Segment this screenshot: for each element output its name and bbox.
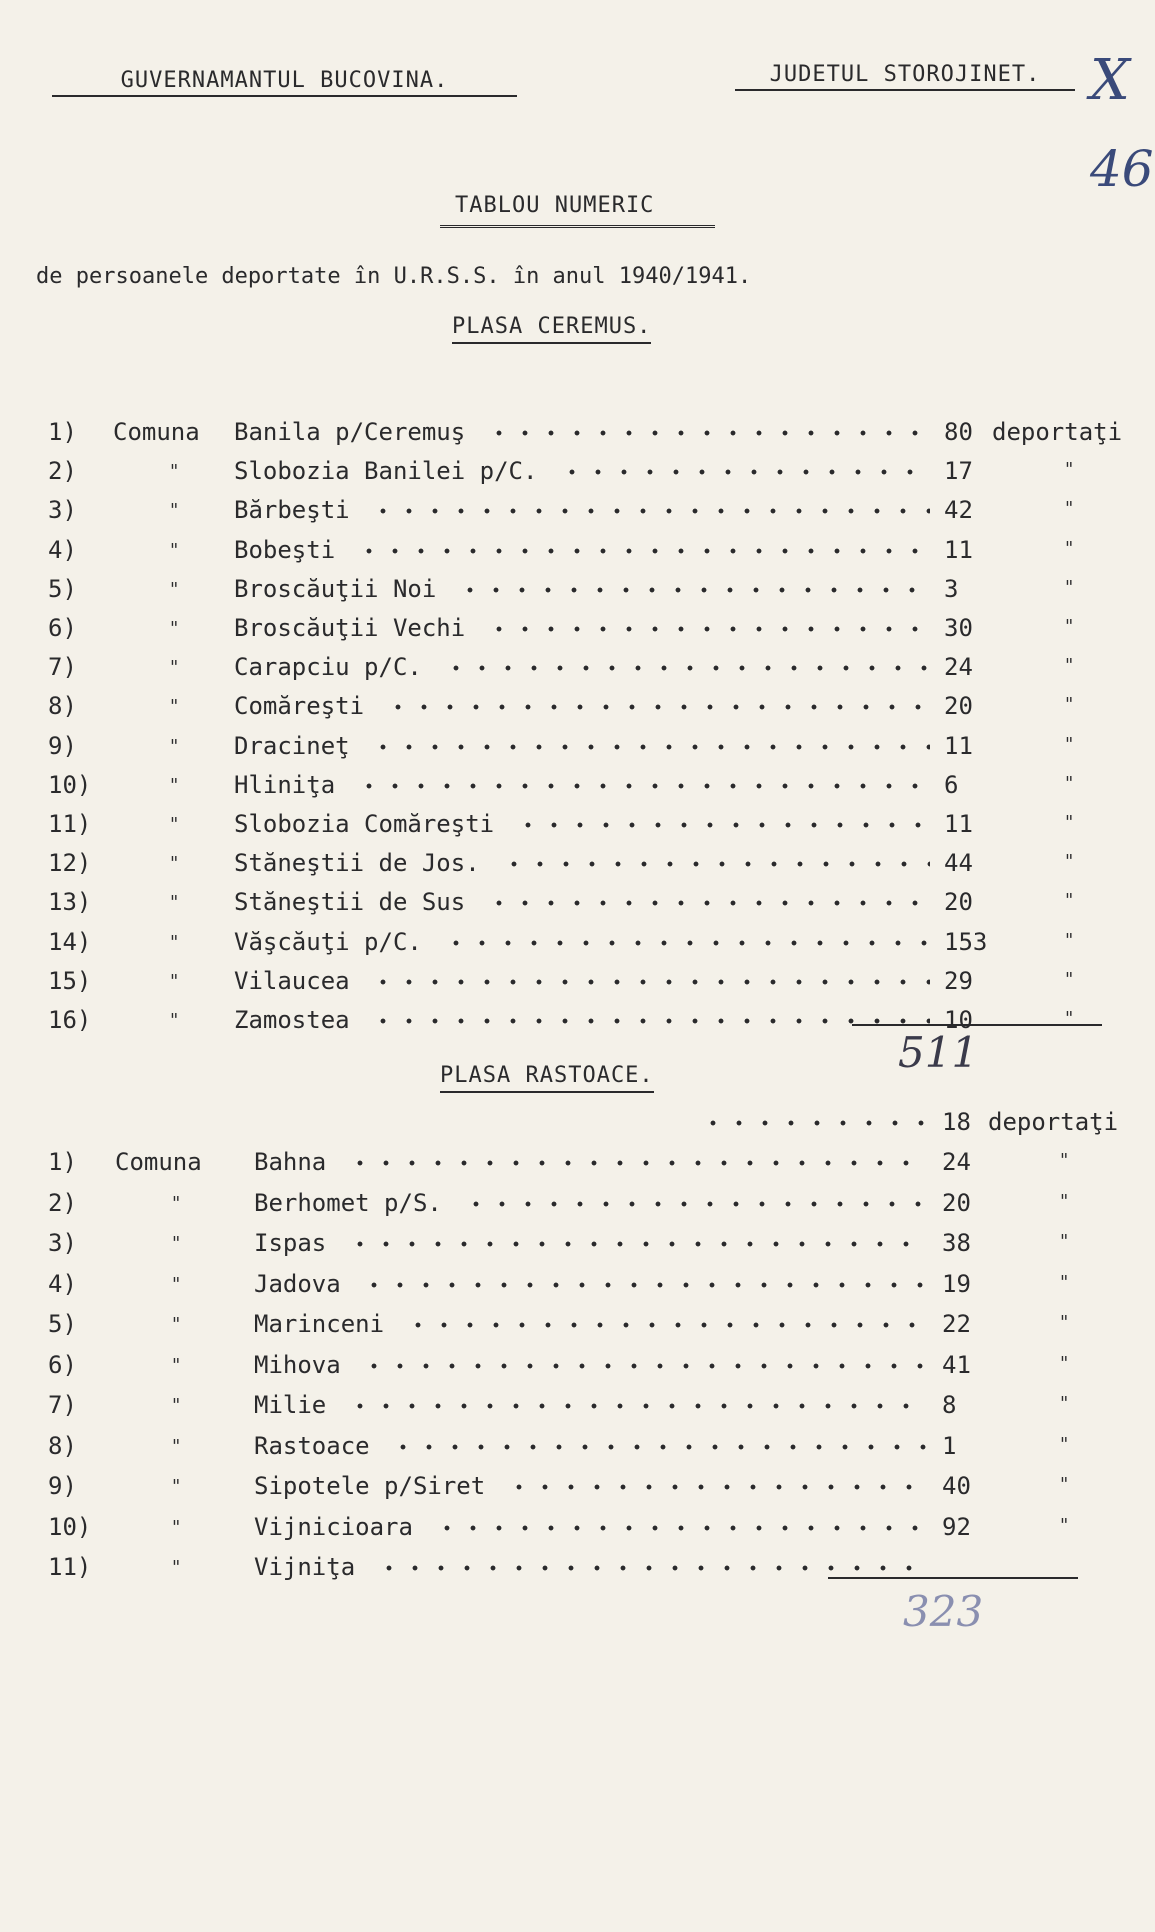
deported-count: 17 — [944, 457, 973, 486]
deported-count: 20 — [944, 692, 973, 721]
ditto-mark: " — [170, 696, 179, 718]
deported-count: 11 — [944, 810, 973, 838]
leader-dots — [506, 1484, 928, 1490]
deported-count: 20 — [944, 888, 973, 917]
ditto-mark: " — [170, 657, 179, 679]
row-number: 4) — [48, 1269, 77, 1298]
commune-name: Marinceni — [254, 1310, 385, 1338]
ditto-mark: " — [170, 578, 179, 600]
list-item — [0, 614, 1155, 648]
unit-ditto-mark: " — [1065, 616, 1074, 637]
deported-count: 11 — [944, 731, 973, 760]
leader-dots — [347, 1241, 929, 1247]
unit-ditto-mark: " — [1065, 968, 1074, 990]
commune-name: Stăneştii de Sus — [234, 888, 466, 917]
leader-dots — [700, 1120, 928, 1126]
list-item — [0, 888, 1155, 922]
leader-dots — [515, 822, 930, 828]
list-item — [0, 653, 1155, 687]
commune-name: Broscăuţii Noi — [234, 574, 437, 603]
deported-count: 3 — [944, 574, 959, 603]
row-number: 7) — [48, 653, 77, 682]
deported-count: 24 — [942, 1148, 971, 1176]
list-item — [0, 810, 1155, 844]
ditto-mark: " — [170, 892, 179, 914]
ditto-mark: " — [172, 1395, 181, 1416]
section-heading-rastoace: PLASA RASTOACE. — [440, 1063, 654, 1093]
unit-ditto-mark: " — [1060, 1190, 1069, 1212]
unit-ditto-mark: " — [1060, 1514, 1069, 1536]
ditto-mark: " — [172, 1476, 181, 1497]
deported-count: 10 — [944, 1006, 973, 1034]
row-number: 5) — [48, 1310, 77, 1338]
leader-dots — [486, 430, 930, 436]
ditto-mark: " — [170, 618, 179, 639]
row-number: 7) — [48, 1391, 77, 1419]
deported-count: 29 — [944, 966, 973, 995]
ditto-mark: " — [172, 1516, 181, 1538]
row-prefix: Comuna — [115, 1148, 202, 1176]
leader-dots — [361, 1363, 928, 1369]
row-number: 1) — [48, 418, 77, 446]
commune-name: Vilaucea — [234, 966, 350, 995]
row-number: 9) — [48, 731, 77, 760]
header-government: GUVERNAMANTUL BUCOVINA. — [52, 68, 517, 97]
unit-ditto-mark: " — [1065, 890, 1074, 912]
list-item — [0, 457, 1155, 491]
row-number: 15) — [48, 966, 92, 995]
deported-count: 19 — [942, 1269, 971, 1298]
list-item — [0, 1189, 1155, 1223]
unit-ditto-mark: " — [1060, 1150, 1069, 1171]
total-rastoace: 323 — [903, 1587, 984, 1636]
unit-ditto-mark: " — [1065, 655, 1074, 677]
commune-name: Zamostea — [234, 1006, 350, 1034]
leader-dots — [501, 861, 931, 867]
document-subtitle: de persoanele deportate în U.R.S.S. în anul 1940/1941. — [36, 264, 752, 289]
unit-ditto-mark: " — [1065, 733, 1074, 755]
leader-dots — [370, 744, 930, 750]
row-number: 10) — [48, 1512, 92, 1541]
ditto-mark: " — [170, 970, 179, 992]
unit-ditto-mark: " — [1065, 851, 1074, 873]
list-item — [0, 849, 1155, 883]
leader-dots — [370, 508, 930, 514]
unit-label: deportaţi — [988, 1107, 1119, 1136]
row-number: 4) — [48, 535, 77, 564]
unit-ditto-mark: " — [1065, 576, 1074, 598]
leader-dots — [356, 548, 931, 554]
leader-dots — [390, 1444, 928, 1450]
unit-ditto-mark: " — [1060, 1231, 1069, 1252]
commune-name: Bahna — [254, 1148, 327, 1176]
commune-name: Banila p/Ceremuş — [234, 418, 466, 446]
leader-dots — [405, 1322, 929, 1328]
commune-name: Vijnicioara — [254, 1512, 413, 1541]
ditto-mark: " — [170, 461, 179, 483]
row-number: 6) — [48, 1350, 77, 1379]
row-number: 13) — [48, 888, 92, 917]
leader-dots — [385, 704, 931, 710]
ditto-mark: " — [172, 1354, 181, 1376]
row-number: 6) — [48, 614, 77, 642]
deported-count: 44 — [944, 849, 973, 878]
unit-ditto-mark: " — [1065, 812, 1074, 833]
row-number: 8) — [48, 692, 77, 721]
handwritten-mark: X — [1090, 48, 1130, 113]
row-number: 2) — [48, 1188, 77, 1217]
deported-count: 18 — [942, 1107, 971, 1136]
deported-count: 11 — [944, 535, 973, 564]
leader-dots — [376, 1565, 929, 1571]
ditto-mark: " — [170, 853, 179, 875]
deported-count: 92 — [942, 1512, 971, 1541]
deported-count: 8 — [942, 1391, 957, 1419]
ditto-mark: " — [172, 1314, 181, 1335]
commune-name: Jadova — [254, 1269, 341, 1298]
leader-dots — [559, 469, 931, 475]
unit-ditto-mark: " — [1060, 1433, 1069, 1455]
commune-name: Bobeşti — [234, 535, 336, 564]
list-item — [0, 1006, 1155, 1040]
row-number: 9) — [48, 1472, 77, 1500]
commune-name: Vijniţa — [254, 1553, 356, 1581]
row-number: 8) — [48, 1431, 77, 1460]
ditto-mark: " — [170, 500, 179, 522]
unit-ditto-mark: " — [1060, 1352, 1069, 1374]
unit-ditto-mark: " — [1065, 1008, 1074, 1029]
leader-dots — [347, 1403, 929, 1409]
unit-ditto-mark: " — [1065, 694, 1074, 716]
deported-count: 153 — [944, 927, 988, 956]
list-item — [0, 1432, 1155, 1466]
unit-label: deportaţi — [992, 418, 1123, 446]
list-item — [0, 967, 1155, 1001]
ditto-mark: " — [172, 1233, 181, 1254]
deported-count: 42 — [944, 496, 973, 525]
list-item — [0, 692, 1155, 726]
leader-dots — [486, 626, 930, 632]
unit-ditto-mark: " — [1065, 537, 1074, 559]
row-number: 12) — [48, 849, 92, 878]
document-title: TABLOU NUMERIC — [455, 193, 655, 218]
ditto-mark: " — [170, 539, 179, 561]
commune-name: Comăreşti — [234, 692, 365, 721]
unit-ditto-mark: " — [1065, 772, 1074, 794]
row-number: 14) — [48, 927, 92, 956]
leader-dots — [486, 900, 930, 906]
list-item — [0, 1472, 1155, 1506]
list-item — [0, 1108, 1155, 1142]
commune-name: Ispas — [254, 1229, 327, 1257]
leader-dots — [370, 979, 930, 985]
deported-count: 6 — [944, 770, 959, 799]
deported-count: 1 — [942, 1431, 957, 1460]
list-item — [0, 1310, 1155, 1344]
deported-count: 24 — [944, 653, 973, 682]
unit-ditto-mark: " — [1060, 1474, 1069, 1495]
unit-ditto-mark: " — [1065, 498, 1074, 520]
deported-count: 30 — [944, 614, 973, 642]
row-number: 11) — [48, 1553, 92, 1581]
list-item — [0, 1148, 1155, 1182]
list-item — [0, 575, 1155, 609]
deported-count: 80 — [944, 418, 973, 446]
handwritten-page-number: 46 — [1090, 140, 1154, 198]
row-number: 3) — [48, 1229, 77, 1257]
ditto-mark: " — [172, 1192, 181, 1214]
leader-dots — [347, 1160, 929, 1166]
ditto-mark: " — [172, 1435, 181, 1457]
commune-name: Bărbeşti — [234, 496, 350, 525]
total-line-ceremus — [852, 1024, 1102, 1026]
deported-count: 22 — [942, 1310, 971, 1338]
list-item — [0, 418, 1155, 452]
title-underline — [440, 225, 715, 228]
commune-name: Stăneştii de Jos. — [234, 849, 480, 878]
leader-dots — [356, 783, 931, 789]
row-number: 16) — [48, 1006, 92, 1034]
deported-count: 38 — [942, 1229, 971, 1257]
leader-dots — [457, 587, 930, 593]
commune-name: Carapciu p/C. — [234, 653, 422, 682]
leader-dots — [443, 940, 931, 946]
unit-ditto-mark: " — [1065, 929, 1074, 951]
deported-count: 40 — [942, 1472, 971, 1500]
unit-ditto-mark: " — [1065, 459, 1074, 481]
list-item — [0, 536, 1155, 570]
total-ceremus: 511 — [898, 1028, 979, 1077]
unit-ditto-mark: " — [1060, 1393, 1069, 1414]
leader-dots — [443, 665, 931, 671]
row-number: 1) — [48, 1148, 77, 1176]
ditto-mark: " — [172, 1273, 181, 1295]
commune-name: Broscăuţii Vechi — [234, 614, 466, 642]
commune-name: Mihova — [254, 1350, 341, 1379]
list-item — [0, 1351, 1155, 1385]
unit-ditto-mark: " — [1060, 1312, 1069, 1333]
ditto-mark: " — [170, 931, 179, 953]
ditto-mark: " — [170, 735, 179, 757]
list-item — [0, 1229, 1155, 1263]
row-number: 3) — [48, 496, 77, 525]
list-item — [0, 732, 1155, 766]
ditto-mark: " — [170, 814, 179, 835]
ditto-mark: " — [172, 1557, 181, 1578]
header-county: JUDETUL STOROJINET. — [735, 62, 1075, 91]
row-number: 11) — [48, 810, 92, 838]
list-item — [0, 771, 1155, 805]
commune-name: Sipotele p/Siret — [254, 1472, 486, 1500]
commune-name: Dracineţ — [234, 731, 350, 760]
commune-name: Văşcăuţi p/C. — [234, 927, 422, 956]
commune-name: Slobozia Banilei p/C. — [234, 457, 538, 486]
section-heading-ceremus: PLASA CEREMUS. — [452, 314, 651, 344]
total-line-rastoace — [828, 1577, 1078, 1579]
row-number: 10) — [48, 770, 92, 799]
row-number: 2) — [48, 457, 77, 486]
list-item — [0, 928, 1155, 962]
commune-name: Rastoace — [254, 1431, 370, 1460]
list-item — [0, 1513, 1155, 1547]
leader-dots — [370, 1018, 930, 1024]
commune-name: Slobozia Comăreşti — [234, 810, 495, 838]
list-item — [0, 1553, 1155, 1587]
commune-name: Hliniţa — [234, 770, 336, 799]
row-prefix: Comuna — [113, 418, 200, 446]
deported-count: 20 — [942, 1188, 971, 1217]
ditto-mark: " — [170, 1010, 179, 1031]
commune-name: Berhomet p/S. — [254, 1188, 442, 1217]
unit-ditto-mark: " — [1060, 1271, 1069, 1293]
deported-count: 41 — [942, 1350, 971, 1379]
leader-dots — [463, 1201, 929, 1207]
list-item — [0, 1391, 1155, 1425]
leader-dots — [434, 1525, 929, 1531]
ditto-mark: " — [170, 774, 179, 796]
commune-name: Milie — [254, 1391, 327, 1419]
list-item — [0, 496, 1155, 530]
list-item — [0, 1270, 1155, 1304]
leader-dots — [361, 1282, 928, 1288]
row-number: 5) — [48, 574, 77, 603]
